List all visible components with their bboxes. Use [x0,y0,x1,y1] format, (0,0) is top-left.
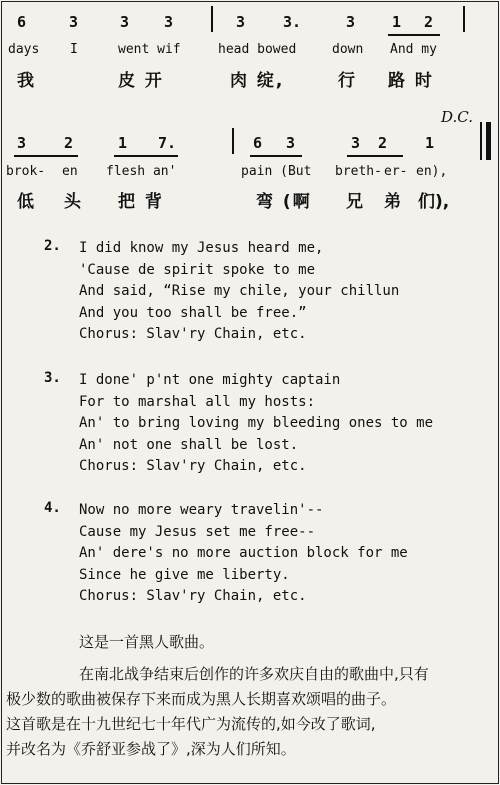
verse-number: 3. [44,370,61,386]
note-number: 1 [425,134,435,152]
lyric: breth- [335,164,382,179]
note-number: 3 [17,134,27,152]
end-bar-thin [480,122,482,160]
lyric: I [70,42,78,57]
lyric: flesh an' [106,164,177,179]
verse-line: An' to bring loving my bleeding ones to me [79,415,434,431]
bar-line [211,6,213,32]
note-title: 这是一首黑人歌曲。 [79,633,215,651]
note-number: 3 [346,13,356,31]
lyric: head bowed [218,42,297,57]
note-line: 在南北战争结束后创作的许多欢庆自由的歌曲中,只有 [79,665,429,683]
note-line: 极少数的歌曲被保存下来而成为黑人长期喜欢颂唱的曲子。 [6,690,397,708]
beam-underline [388,34,440,36]
bar-line [463,6,465,32]
note-number: 3 [286,134,296,152]
verse-line: I did know my Jesus heard me, [79,240,324,256]
beam-underline [14,155,78,157]
chorus-line: Chorus: Slav'ry Chain, etc. [79,326,307,342]
note-number: 3 [164,13,174,31]
chinese-lyric: 行 [338,71,355,91]
note-number: 7. [158,134,177,152]
note-number: 3 [69,13,79,31]
lyric: went wif [118,42,181,57]
verse-line: And said, “Rise my chile, your chillun [79,283,400,299]
chorus-line: Chorus: Slav'ry Chain, etc. [79,588,307,604]
verse-line: 'Cause de spirit spoke to me [79,261,316,278]
note-number: 3. [283,13,302,31]
lyric: en [62,164,78,179]
chinese-lyric: 路 时 [388,71,434,91]
lyric: en), [416,164,448,179]
beam-underline [114,155,178,157]
note-number: 2 [378,134,388,152]
verse-line: And you too shall be free.” [79,304,307,321]
lyric: down [332,42,364,57]
chinese-lyric: 皮 开 [118,71,164,91]
note-line: 这首歌是在十九世纪七十年代广为流传的,如今改了歌词, [6,715,376,733]
chinese-lyric: 弟 [384,192,401,212]
chinese-lyric: 弯 (啊 [256,192,312,212]
note-number: 3 [236,13,246,31]
lyric: days [8,42,40,57]
verse-line: An' not one shall be lost. [79,436,299,453]
chinese-lyric: 肉 绽, [230,71,285,91]
lyric: pain (But [241,164,312,179]
chinese-lyric: 兄 [346,192,363,212]
chinese-lyric: 低 [17,192,34,212]
lyric: And my [390,42,437,57]
beam-underline [250,155,302,157]
chinese-lyric: 头 [64,192,81,212]
note-number: 1 [392,13,402,31]
chinese-lyric: 把 背 [118,192,164,212]
beam-underline [347,155,403,157]
chorus-line: Chorus: Slav'ry Chain, etc. [79,458,307,474]
note-line: 并改名为《乔舒亚参战了》,深为人们所知。 [6,740,296,758]
note-number: 6 [17,13,27,31]
verse-line: I done' p'nt one mighty captain [79,372,341,388]
verse-number: 2. [44,238,61,254]
verse-line: Now no more weary travelin'-- [79,502,324,518]
verse-line: An' dere's no more auction block for me [79,545,408,561]
verse-line: Cause my Jesus set me free-- [79,523,316,540]
lyric: brok- [6,164,46,179]
lyric: er- [384,164,408,179]
note-number: 6 [253,134,263,152]
dc-mark: D.C. [441,108,473,126]
chinese-lyric: 们), [418,192,450,212]
note-number: 3 [351,134,361,152]
end-bar-thick [486,122,491,160]
verse-line: For to marshal all my hosts: [79,393,316,410]
note-number: 2 [424,13,434,31]
note-number: 3 [120,13,130,31]
verse-line: Since he give me liberty. [79,566,290,583]
verse-number: 4. [44,500,61,516]
chinese-lyric: 我 [17,71,34,91]
note-number: 2 [64,134,74,152]
bar-line [232,128,234,154]
note-number: 1 [118,134,128,152]
